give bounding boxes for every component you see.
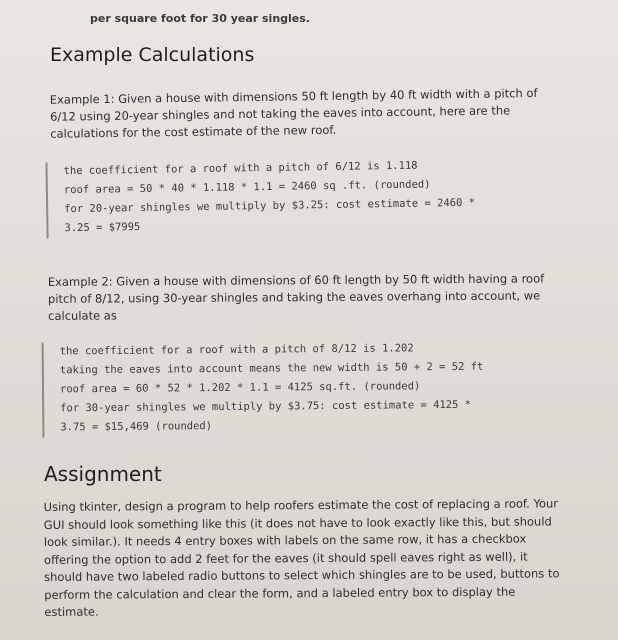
code-line: taking the eaves into account means the new width is 50 + 2 = 52 ft (59, 360, 484, 377)
example-calculations-heading: Example Calculations (50, 44, 255, 66)
paragraph-line: Example 2: Given a house with dimensions of 60 ft length by 50 ft width having a roof (47, 271, 545, 289)
example-1-paragraph (50, 84, 591, 143)
paragraph-line: GUI should look something like this (it does not have to look exactly like this, but should (43, 513, 552, 532)
paragraph-line: pitch of 8/12, using 30-year shingles and taking the eaves overhang into account, we (47, 288, 541, 306)
example-2-code-block (42, 337, 618, 437)
paragraph-line: Example 1: Given a house with dimensions 50 ft length by 40 ft width with a pitch of (49, 85, 538, 107)
code-line: 3.25 = $7995 (64, 220, 141, 235)
paragraph-line: should have two labeled radio buttons to select which shingles are to be used, buttons to (44, 566, 560, 584)
code-line: for 20-year shingles we multiply by $3.25: cost estimate = 2460 * (64, 196, 476, 216)
code-line: the coefficient for a roof with a pitch of 8/12 is 1.202 (59, 342, 414, 358)
paragraph-line: estimate. (44, 604, 99, 619)
paragraph-line: 6/12 using 20-year shingles and not taking the eaves into account, here are the (49, 103, 511, 124)
code-line: roof area = 50 * 40 * 1.118 * 1.1 = 2460 sq .ft. (rounded) (63, 178, 431, 197)
example-1-code-block (45, 154, 614, 239)
code-line: for 30-year shingles we multiply by $3.75: cost estimate = 4125 * (60, 398, 472, 415)
paragraph-line: look similar.). It needs 4 entry boxes with labels on the same row, it has a checkbox (43, 531, 527, 549)
example-2-paragraph (48, 270, 596, 325)
assignment-heading: Assignment (44, 462, 162, 486)
code-line: the coefficient for a roof with a pitch of 6/12 is 1.118 (63, 159, 418, 178)
intro-tail-text: per square foot for 30 year singles. (90, 12, 310, 25)
paragraph-line: Using tkinter, design a program to help roofers estimate the cost of replacing a roof. Your (43, 496, 559, 514)
assignment-paragraph (44, 495, 605, 621)
code-line: 3.75 = $15,469 (rounded) (60, 420, 213, 434)
paragraph-line: offering the option to add 2 feet for the eaves (it should spell eaves right as well), it (43, 549, 528, 567)
paragraph-line: calculations for the cost estimate of the new roof. (50, 122, 337, 141)
paragraph-line: perform the calculation and clear the form, and a labeled entry box to display the (44, 584, 516, 602)
code-line: roof area = 60 * 52 * 1.202 * 1.1 = 4125 sq.ft. (rounded) (59, 380, 421, 396)
paragraph-line: calculate as (48, 308, 117, 323)
